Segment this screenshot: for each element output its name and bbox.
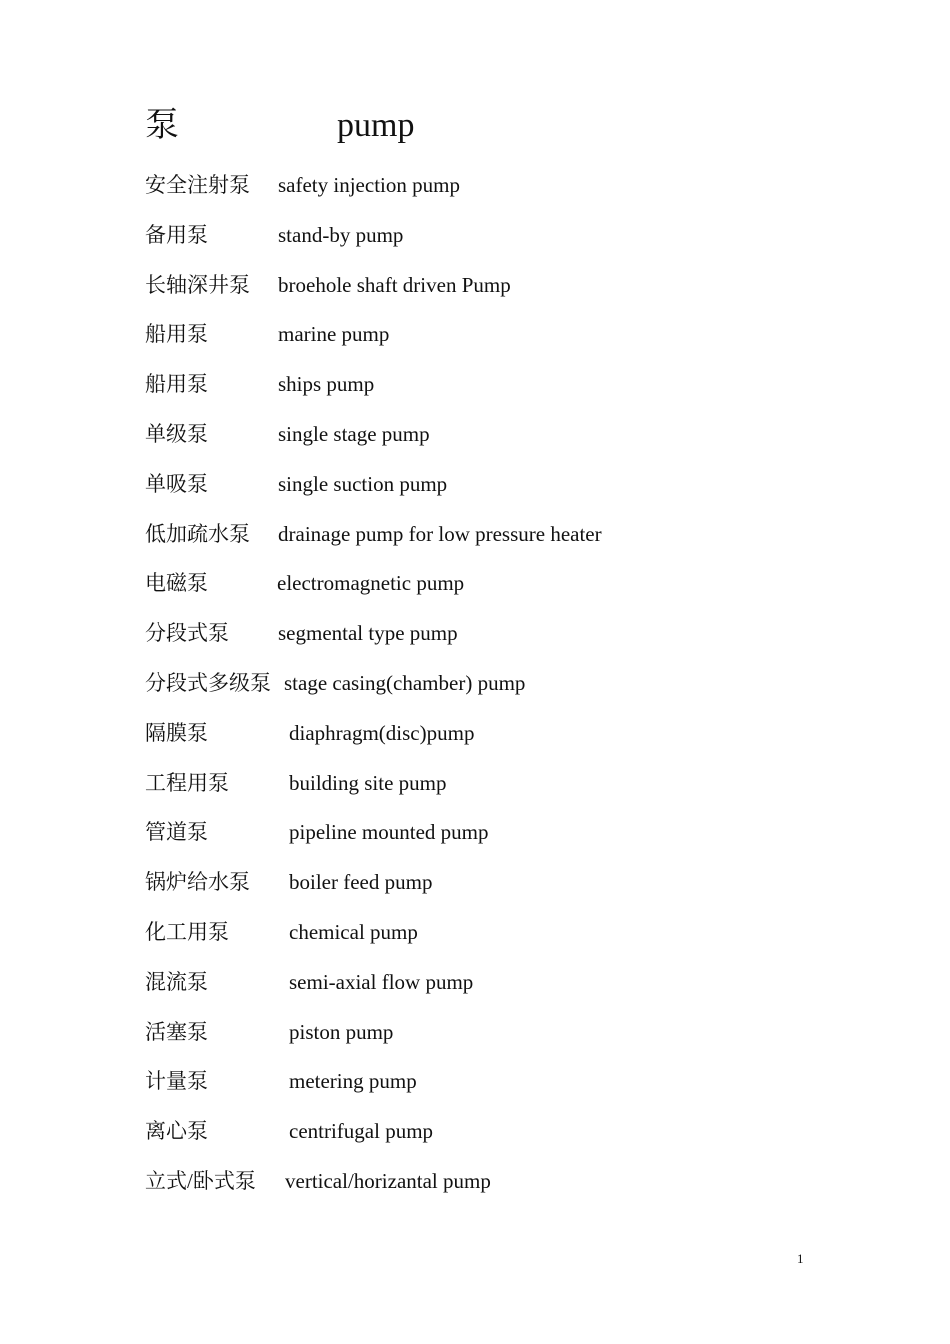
term-english: semi-axial flow pump [289, 969, 474, 994]
term-row [145, 316, 845, 366]
term-english: safety injection pump [278, 173, 460, 197]
term-english: electromagnetic pump [277, 571, 465, 596]
term-row [145, 964, 845, 1014]
term-chinese: 锅炉给水泵 [145, 870, 250, 895]
term-chinese: 工程用泵 [145, 770, 229, 795]
term-english: chemical pump [289, 919, 418, 944]
term-english: building site pump [289, 770, 447, 795]
term-row [145, 715, 845, 765]
term-chinese: 立式/卧式泵 [145, 1168, 256, 1193]
term-row [145, 814, 845, 864]
title-chinese: 泵 [145, 107, 179, 144]
term-english: segmental type pump [278, 621, 458, 646]
term-row [145, 267, 845, 317]
term-chinese: 船用泵 [145, 322, 208, 347]
term-chinese: 计量泵 [145, 1069, 208, 1094]
term-chinese: 分段式泵 [145, 621, 229, 646]
term-english: piston pump [289, 1019, 394, 1044]
term-row [145, 366, 845, 416]
term-chinese: 分段式多级泵 [145, 670, 271, 695]
term-english: boiler feed pump [289, 870, 433, 895]
term-chinese: 离心泵 [145, 1119, 208, 1144]
term-english: vertical/horizantal pump [285, 1168, 491, 1193]
term-english: single suction pump [278, 471, 448, 496]
term-row [145, 516, 845, 566]
page-number: 1 [797, 1251, 804, 1266]
term-row [145, 665, 845, 715]
term-chinese: 化工用泵 [145, 919, 229, 944]
term-row [145, 765, 845, 815]
term-chinese: 低加疏水泵 [145, 521, 250, 546]
term-english: diaphragm(disc)pump [289, 720, 475, 745]
term-english: pipeline mounted pump [289, 820, 489, 845]
term-chinese: 活塞泵 [145, 1019, 208, 1044]
term-chinese: 隔膜泵 [145, 720, 208, 745]
term-row [145, 914, 845, 964]
term-chinese: 备用泵 [145, 222, 208, 247]
term-row [145, 1063, 845, 1113]
term-chinese: 船用泵 [145, 372, 208, 397]
term-row [145, 416, 845, 466]
term-english: ships pump [278, 372, 375, 397]
term-row [145, 1113, 845, 1163]
term-english: centrifugal pump [289, 1119, 434, 1144]
term-chinese: 单吸泵 [145, 471, 208, 496]
term-chinese: 电磁泵 [145, 571, 208, 596]
term-chinese: 混流泵 [145, 969, 208, 994]
term-chinese: 长轴深井泵 [145, 272, 250, 297]
term-english: stage casing(chamber) pump [284, 670, 526, 695]
term-list [145, 167, 845, 1213]
term-row [145, 217, 845, 267]
title-english: pump [337, 107, 415, 144]
term-english: drainage pump for low pressure heater [278, 521, 602, 546]
term-english: single stage pump [278, 421, 430, 446]
term-chinese: 安全注射泵 [145, 173, 250, 197]
term-row [145, 565, 845, 615]
term-row [145, 615, 845, 665]
term-english: stand-by pump [278, 222, 404, 247]
term-row [145, 1014, 845, 1064]
term-row [145, 1163, 845, 1213]
term-row [145, 466, 845, 516]
term-row [145, 167, 845, 217]
term-row [145, 864, 845, 914]
term-chinese: 单级泵 [145, 421, 208, 446]
term-english: metering pump [289, 1069, 417, 1094]
term-chinese: 管道泵 [145, 820, 208, 845]
term-english: broehole shaft driven Pump [278, 272, 511, 297]
term-english: marine pump [278, 322, 390, 347]
